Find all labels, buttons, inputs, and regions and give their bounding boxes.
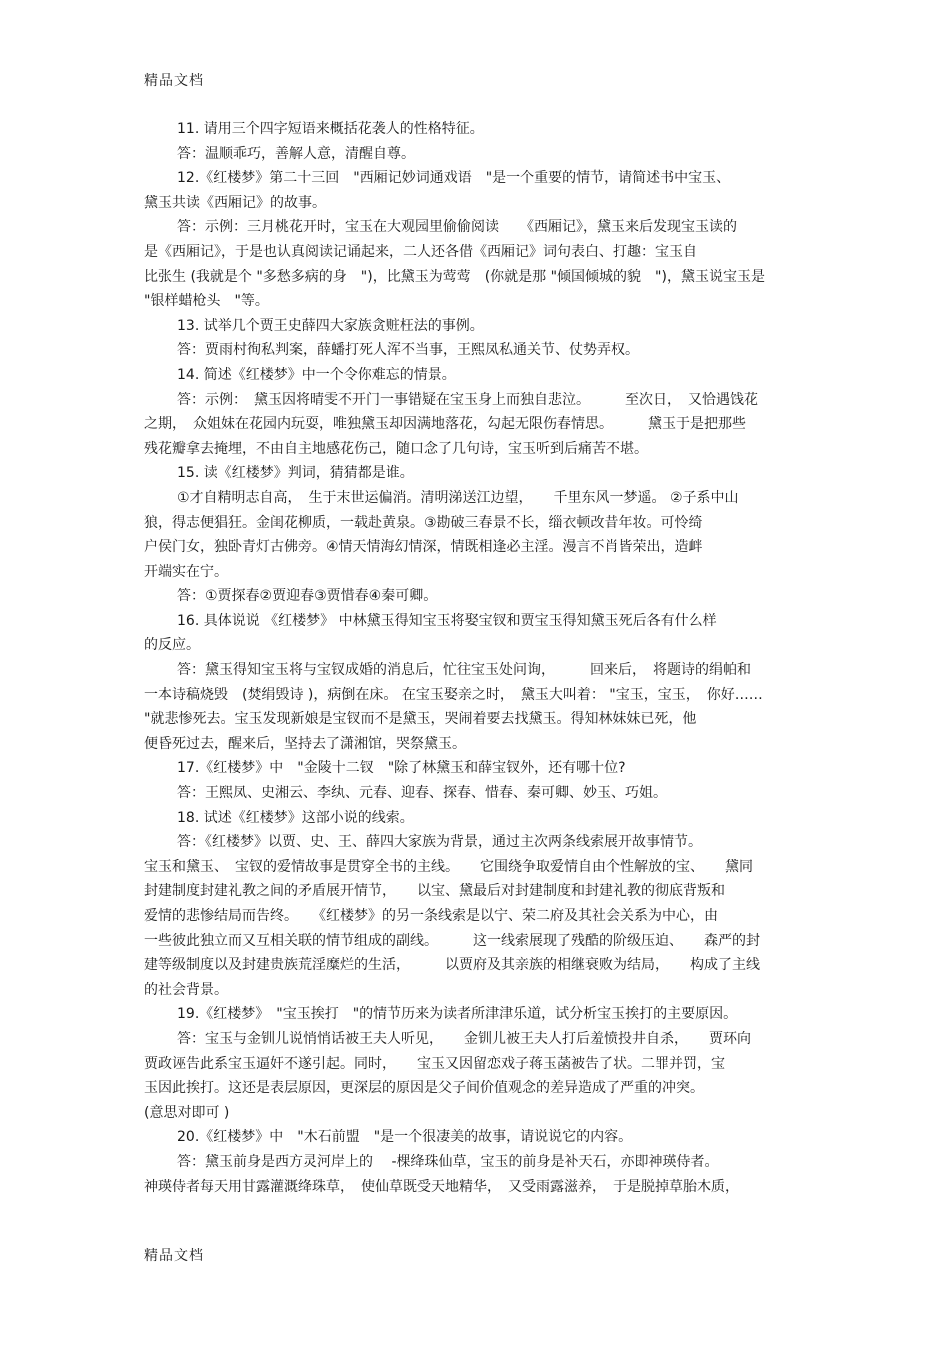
text-line: 一些彼此独立而又互相关联的情节组成的副线。 这一线索展现了残酷的阶级压迫、 森严的封 — [144, 932, 760, 949]
text-line: "就悲惨死去。宝玉发现新娘是宝钗而不是黛玉，哭闹着要去找黛玉。得知林妹妹已死，他 — [144, 711, 697, 728]
text-line: 宝玉和黛玉、 宝钗的爱情故事是贯穿全书的主线。 它围绕争取爱情自由个性解放的宝、 黛同 — [144, 858, 753, 875]
text-line: 之期， 众姐妹在花园内玩耍，唯独黛玉却因满地落花，勾起无限伤春情思。 黛玉于是把那些 — [144, 416, 746, 433]
text-line: 答：《红楼梦》以贾、史、王、薛四大家族为背景，通过主次两条线索展开故事情节。 — [177, 834, 702, 851]
page-header: 精品文档 — [144, 73, 204, 89]
text-line: 狼，得志便猖狂。金闺花柳质，一载赴黄泉。③勘破三春景不长，缁衣顿改昔年妆。可怜绮 — [144, 514, 703, 531]
text-line: 13. 试举几个贾王史薛四大家族贪赃枉法的事例。 — [177, 317, 484, 334]
text-line: 答：黛玉得知宝玉将与宝钗成婚的消息后，忙往宝玉处问询， 回来后， 将题诗的绢帕和 — [177, 662, 751, 679]
text-line: 开端实在宁。 — [144, 563, 228, 580]
text-line: 建等级制度以及封建贵族荒淫糜烂的生活， 以贾府及其亲族的相继衰败为结局， 构成了主线 — [144, 957, 760, 974]
text-line: 神瑛侍者每天用甘露灌溉绛珠草， 使仙草既受天地精华， 又受雨露滋养， 于是脱掉草胎木质， — [144, 1178, 739, 1195]
text-line: 答：温顺乖巧，善解人意，清醒自尊。 — [177, 145, 415, 162]
text-line: 15. 读《红楼梦》判词，猜猜都是谁。 — [177, 465, 414, 482]
text-line: 贾政诬告此系宝玉逼奸不遂引起。同时， 宝玉又因留恋戏子蒋玉菡被告了状。二罪并罚，宝 — [144, 1055, 725, 1072]
text-line: 18. 试述《红楼梦》这部小说的线索。 — [177, 809, 414, 826]
text-line: ①才自精明志自高， 生于末世运偏消。清明涕送江边望， 千里东风一梦遥。 ②子系中山 — [177, 489, 739, 506]
text-line: 16. 具体说说 《红楼梦》 中林黛玉得知宝玉将娶宝钗和贾宝玉得知黛玉死后各有什么样 — [177, 612, 717, 629]
text-line: 12.《红楼梦》第二十三回 "西厢记妙词通戏语 "是一个重要的情节，请简述书中宝玉、 — [177, 170, 731, 187]
text-line: 是《西厢记》，于是也认真阅读记诵起来，二人还各借《西厢记》词句表白、打趣：宝玉自 — [144, 243, 697, 260]
text-line: 19.《红楼梦》 "宝玉挨打 "的情节历来为读者所津津乐道，试分析宝玉挨打的主要原因。 — [177, 1006, 738, 1023]
text-line: 爱情的悲惨结局而告终。 《红楼梦》的另一条线索是以宁、荣二府及其社会关系为中心，由 — [144, 908, 718, 924]
text-line: 玉因此挨打。这还是表层原因，更深层的原因是父子间价值观念的差异造成了严重的冲突。 — [144, 1080, 704, 1097]
text-line: 答：黛玉前身是西方灵河岸上的 -棵绛珠仙草，宝玉的前身是补天石，亦即神瑛侍者。 — [177, 1153, 719, 1170]
text-line: 17.《红楼梦》中 "金陵十二钗 "除了林黛玉和薛宝钗外，还有哪十位? — [177, 760, 626, 777]
text-line: 户侯门女，独卧青灯古佛旁。④情天情海幻情深，情既相逢必主淫。漫言不肖皆荣出，造衅 — [144, 539, 703, 556]
text-line: 答：示例：三月桃花开时，宝玉在大观园里偷偷阅读 《西厢记》，黛玉来后发现宝玉读的 — [177, 219, 737, 236]
text-line: 11. 请用三个四字短语来概括花袭人的性格特征。 — [177, 121, 484, 137]
text-line: 答：贾雨村徇私判案，薛蟠打死人浑不当事，王熙凤私通关节、仗势弄权。 — [177, 342, 639, 359]
text-line: "银样蜡枪头 "等。 — [144, 293, 269, 310]
text-line: 答：示例： 黛玉因将晴雯不开门一事错疑在宝玉身上而独自悲泣。 至次日， 又恰遇饯花 — [177, 391, 758, 408]
text-line: 黛玉共读《西厢记》的故事。 — [144, 194, 326, 211]
document-body — [144, 117, 804, 1199]
text-line: 一本诗稿烧毁 (焚绢毁诗 )，病倒在床。 在宝玉娶亲之时， 黛玉大叫着： "宝玉，宝玉， 你好…… — [144, 686, 763, 703]
text-line: 的反应。 — [144, 637, 200, 654]
text-line: 残花瓣拿去掩埋，不由自主地感花伤己，随口念了几句诗，宝玉听到后痛苦不堪。 — [144, 440, 648, 457]
text-line: 答：王熙凤、史湘云、李纨、元春、迎春、探春、惜春、秦可卿、妙玉、巧姐。 — [177, 785, 667, 802]
text-line: 的社会背景。 — [144, 981, 228, 998]
text-line: 封建制度封建礼教之间的矛盾展开情节， 以宝、黛最后对封建制度和封建礼教的彻底背叛和 — [144, 883, 725, 900]
page-footer: 精品文档 — [144, 1248, 204, 1264]
text-line: 答：宝玉与金钏儿说悄悄话被王夫人听见， 金钏儿被王夫人打后羞愤投井自杀， 贾环向 — [177, 1030, 751, 1047]
text-line: 14. 简述《红楼梦》中一个令你难忘的情景。 — [177, 366, 456, 383]
text-line: (意思对即可 ) — [144, 1104, 230, 1121]
text-line: 便昏死过去，醒来后，坚持去了潇湘馆，哭祭黛玉。 — [144, 735, 466, 752]
text-line: 20.《红楼梦》中 "木石前盟 "是一个很凄美的故事，请说说它的内容。 — [177, 1129, 633, 1146]
text-line: 比张生 (我就是个 "多愁多病的身 ")，比黛玉为莺莺 (你就是那 "倾国倾城的貌 ")，黛玉说宝玉是 — [144, 268, 765, 285]
text-line: 答：①贾探春②贾迎春③贾惜春④秦可卿。 — [177, 588, 438, 605]
